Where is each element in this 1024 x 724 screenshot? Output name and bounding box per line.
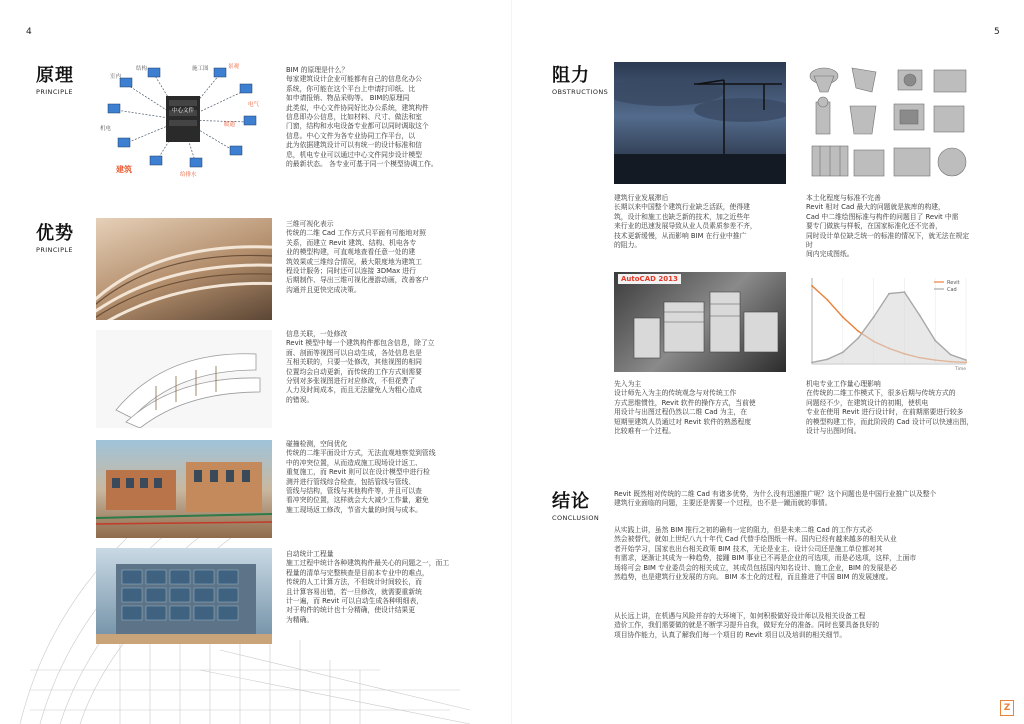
chart-legend-label: Revit bbox=[947, 280, 960, 286]
conclusion-paragraph-3: 从长远上讲，在机遇与风险并存的大环境下，如何积极做好设计师以及相关设备工程 造价工作，我们需要做的就是不断学习提升自我，做好充分的准备。同时也要具备良好的 项目协作能力，认真了解我们每一个项目的 Revit 项目以及培训的相关细节。 bbox=[614, 612, 880, 639]
revit-vs-cad-chart bbox=[806, 272, 974, 372]
chart-point-cad bbox=[811, 362, 813, 364]
chart-point-cad bbox=[934, 340, 936, 342]
chart-point-cad bbox=[919, 315, 921, 317]
advantage-text-4: 自动统计工程量 施工过程中统计各种建筑构件最关心的问题之一，而工 程量的清单与完整核查是目前本专业中的难点， 传统的人工计算方法，不但统计时间较长，而 且计算容易出错，若一旦修改，就需要重新统 计一遍，而 Revit 可以自动生成各种明细表， 对于构件的统计也十分精确，使设计结果更 为精确。 bbox=[286, 550, 450, 624]
conclusion-paragraph-1: Revit 既然相对传统的二维 Cad 有诸多优势，为什么没有迅速推广呢？这个问题也是中国行业推广以及整个 建筑行业面临的问题，主要还是需要一个过程，也不是一蹴而就的事情。 bbox=[614, 490, 937, 508]
chart-point-cad bbox=[904, 291, 906, 293]
chart-x-axis-label: Time bbox=[954, 367, 966, 372]
center-server-icon bbox=[166, 96, 200, 142]
section-principle-heading bbox=[36, 66, 74, 96]
section-advantage-heading bbox=[36, 224, 74, 254]
diagram-center-label: 中心文件 bbox=[172, 108, 195, 114]
diagram-node-hvac: 暖通 bbox=[224, 122, 236, 128]
chart-point-cad bbox=[842, 351, 844, 353]
diagram-node-interior: 室内 bbox=[110, 74, 122, 80]
chart-point-revit bbox=[811, 285, 813, 287]
advantage-text-2: 信息关联，一处修改 Revit 模型中每一个建筑构件都包含信息，除了立 面、剖面等视图可以自动生成，各处信息也是 互相关联的，只要一处修改，其他视图的相同 位置均会自动更新，而传统的工作方式则需要 分别对多张视图进行对应修改，不但花费了 人力及时间成本，而且无法避免人为粗心造成 的错误。 bbox=[286, 330, 435, 404]
page-gutter bbox=[511, 0, 512, 724]
obstruction-text-4: 机电专业工作量心理影响 在传统的二维工作模式下，很多后期与传统方式的 问题经不少，在建筑设计的初期，使机电 专业在使用 Revit 进行设计时，在前期需要进行较多 的模型构建工作，而此阶段的 Cad 设计可以快速出图， 设计与出图时间。 bbox=[806, 380, 974, 436]
chart-point-cad bbox=[950, 354, 952, 356]
publisher-logo-icon: Z bbox=[1000, 700, 1014, 716]
section-title-zh: 优势 bbox=[36, 223, 74, 244]
conclusion-paragraph-2: 从实践上讲，虽然 BIM 推行之初的确有一定的阻力，但是未来二维 Cad 的工作方式必 然会被替代，就如上世纪八九十年代 Cad 代替手绘图纸一样。国内已经有越来越多的相关从业 者开始学习，国家也出台相关政策 BIM 技术，无论是业主、设计公司还是施工单位都对其 有需求，逐渐让其成为一种趋势，接踵 BIM 事业已不再是企业的可选项，而是必选项，这样，上面市 场将可会 BIM 专业委员会的相关成立，其成员包括国内知名设计、施工企业，BIM 的发展是必 然趋势，也是建筑行业发展的方向。 BIM 本土化的过程，而且推进了中国 BIM 的发展速度。 bbox=[614, 526, 917, 582]
section-conclusion-heading bbox=[552, 492, 599, 522]
obstruction-image-family-components bbox=[806, 62, 974, 184]
obstruction-chart bbox=[806, 272, 974, 372]
chart-point-cad bbox=[873, 316, 875, 318]
chart-point-revit bbox=[857, 330, 859, 332]
diagram-node-electrical: 电气 bbox=[248, 102, 260, 108]
obstruction-image-autocad bbox=[614, 272, 786, 372]
left-page-number: 4 bbox=[26, 27, 32, 37]
section-title-en: PRINCIPLE bbox=[36, 88, 73, 96]
diagram-node-drawings: 施工图 bbox=[192, 66, 209, 72]
chart-point-cad bbox=[888, 293, 890, 295]
obstruction-text-1: 建筑行业发展滞后 长期以来中国整个建筑行业缺乏活跃，使得建 筑，设计和施工也缺乏新的技术，加之近些年 来行业的迅速发展导致从业人员素质参差不齐， 技术更新缓慢，从而影响 BIM 在行业中推广 的阻力。 bbox=[614, 194, 757, 250]
chart-point-revit bbox=[827, 299, 829, 301]
section-title-zh: 结论 bbox=[552, 491, 590, 512]
chart-point-cad bbox=[857, 337, 859, 339]
advantage-text-3: 碰撞检测，空间优化 传统的二维平面设计方式，无法直观地察觉到管线 中的冲突位置，从而造成施工现场设计返工、 重复施工，而 Revit 则可以在设计模型中进行检 测并进行管线综合检查，包括管线与管线、 管线与结构，管线与其他构件等，并且可以查 看冲突的位置，这样就会大大减少工作量，避免 施工现场返工修改，节省大量的时间与成本。 bbox=[286, 440, 436, 514]
advantage-image-building-curves bbox=[96, 218, 272, 320]
diagram-node-mep: 机电 bbox=[100, 126, 112, 132]
diagram-node-landscape: 景观 bbox=[228, 64, 240, 70]
principle-body-text: BIM 的原理是什么？ 每家建筑设计企业可能都有自己的信息化办公 系统，你可能在这个平台上申请打印纸、比 如申请报销、物品采购等。 BIM的原理同 此类似，中心文件协同好比办公系统，建筑构件 信息即办公信息，比如材料、尺寸、做法和室 门窗，结构和水电设备专业都可以同时调取这个 信息。中心文件为各专业协同工作平台，以 此为依据建筑设计可以有统一的设计标准和信 息，机电专业可以通过中心文件同步设计模型 的最新状态。 各专业可基于同一个模型协调工作。 bbox=[286, 66, 438, 169]
chart-legend-label: Cad bbox=[947, 287, 957, 293]
chart-point-cad bbox=[965, 359, 967, 361]
advantage-image-quantity-building bbox=[96, 548, 272, 644]
advantage-image-clash-detection bbox=[96, 440, 272, 538]
chart-point-cad bbox=[827, 358, 829, 360]
obstruction-image-construction-site bbox=[614, 62, 786, 184]
advantage-image-white-building bbox=[96, 330, 272, 428]
diagram-node-architecture: 建筑 bbox=[116, 165, 132, 174]
chart-point-revit bbox=[842, 316, 844, 318]
bim-network-diagram bbox=[96, 60, 268, 180]
section-title-zh: 原理 bbox=[36, 65, 74, 86]
section-obstructions-heading bbox=[552, 66, 608, 96]
section-title-zh: 阻力 bbox=[552, 65, 590, 86]
right-page-number: 5 bbox=[994, 27, 1000, 37]
autocad-logo-label: AutoCAD 2013 bbox=[618, 274, 681, 284]
chart-area-cad bbox=[812, 292, 966, 364]
obstruction-text-2: 本土化程度与标准不完善 Revit 相对 Cad 最大的问题就是族库的构建， Cad 中二维绘图标准与构件的问题目了 Revit 中需 要专门做族与样板，在国家标准化还不完善， 同时设计单位缺乏统一的标准的情况下，就无法在规定时 间内完成图纸。 bbox=[806, 194, 970, 259]
section-title-en: CONCLUSION bbox=[552, 514, 600, 522]
diagram-node-structure: 结构 bbox=[136, 66, 148, 72]
section-title-en: PRINCIPLE bbox=[36, 246, 73, 254]
section-title-en: OBSTRUCTIONS bbox=[552, 88, 609, 96]
obstruction-text-3: 先入为主 设计师先入为主的传统观念与对传统工作 方式思维惯性，Revit 软件的操作方式，当前使 用设计与出图过程仍然以二维 Cad 为主，在 短期里建筑人员通过对 Revit 软件的熟悉程度 比较难有一个过程。 bbox=[614, 380, 756, 436]
advantage-text-1: 三维可视化表示 传统的二维 Cad 工作方式只平面有可能地对照 关系，而建立 Revit 建筑、结构、机电各专 业的模型构建，可直观地查看任意一处的建 筑效果或三维综合情况，最大限度地为建筑工 程设计服务；同时还可以连接 3DMax 进行 后期制作、导出三维可视化漫游动画，改善客户 沟通并且更快完成决策。 bbox=[286, 220, 429, 294]
diagram-node-plumbing: 给排水 bbox=[180, 172, 197, 178]
